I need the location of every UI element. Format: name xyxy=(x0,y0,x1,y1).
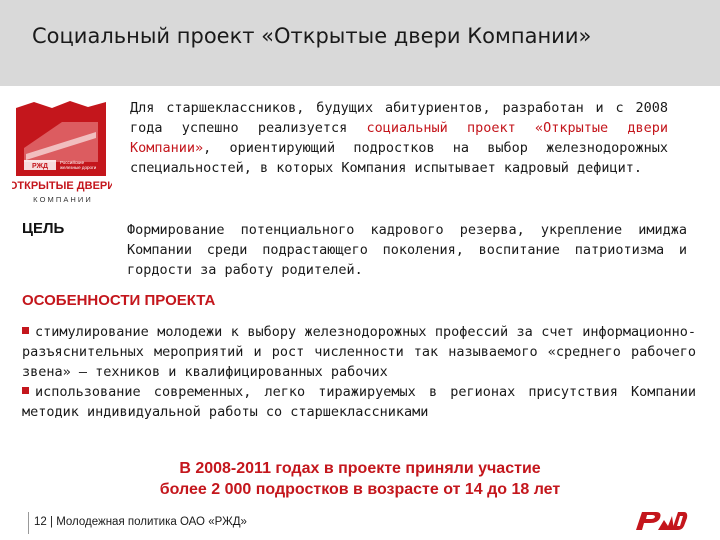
footer-separator: | xyxy=(50,516,53,528)
open-doors-logo xyxy=(12,98,112,206)
svg-text:РЖД: РЖД xyxy=(32,163,48,170)
features-title: ОСОБЕННОСТИ ПРОЕКТА xyxy=(22,292,216,309)
summary-highlight xyxy=(90,458,630,500)
list-item xyxy=(22,322,696,382)
svg-text:ОТКРЫТЫЕ ДВЕРИ: ОТКРЫТЫЕ ДВЕРИ xyxy=(12,180,112,192)
svg-text:К О М П А Н И И: К О М П А Н И И xyxy=(33,195,91,204)
svg-text:Российские: Российские xyxy=(60,160,85,165)
footer xyxy=(34,516,247,528)
intro-text-start: Для старшеклассников, будущих абитуриентов, разработан и с 2008 года успешно реализуется xyxy=(130,100,668,136)
footer-divider xyxy=(28,512,29,534)
list-item xyxy=(22,382,696,422)
project-name-highlight: социальный проект «Открытые двери Компании» xyxy=(130,120,668,156)
features-list xyxy=(22,322,696,422)
feature-item-text: стимулирование молодежи к выбору железнодорожных профессий за счет информационно-разъяснительных мероприятий и рост численности так называемого «среднего рабочего звена» – техников и квалифицированных рабочих xyxy=(22,324,696,380)
footer-text: Молодежная политика ОАО «РЖД» xyxy=(56,516,247,528)
svg-text:железные дороги: железные дороги xyxy=(60,165,97,170)
intro-paragraph xyxy=(130,98,668,178)
summary-line-2: более 2 000 подростков в возрасте от 14 до 18 лет xyxy=(159,481,561,498)
summary-line-1: В 2008-2011 годах в проекте приняли участие xyxy=(179,460,541,477)
square-bullet-icon xyxy=(22,327,29,334)
page-number: 12 xyxy=(34,516,47,528)
page-title: Социальный проект «Открытые двери Компании» xyxy=(32,24,592,48)
feature-item-text: использование современных, легко тиражируемых в регионах присутствия Компании методик индивидуальной работы со старшеклассниками xyxy=(22,384,696,420)
goal-text: Формирование потенциального кадрового резерва, укрепление имиджа Компании среди подрастающего поколения, воспитание патриотизма и гордости за работу родителей. xyxy=(127,222,687,278)
header-bar xyxy=(0,0,720,86)
rzd-logo-icon xyxy=(634,506,688,534)
intro-text-end: , ориентирующий подростков на выбор железнодорожных специальностей, в которых Компания испытывает кадровый дефицит. xyxy=(130,140,668,176)
square-bullet-icon xyxy=(22,387,29,394)
goal-label: ЦЕЛЬ xyxy=(22,220,65,237)
